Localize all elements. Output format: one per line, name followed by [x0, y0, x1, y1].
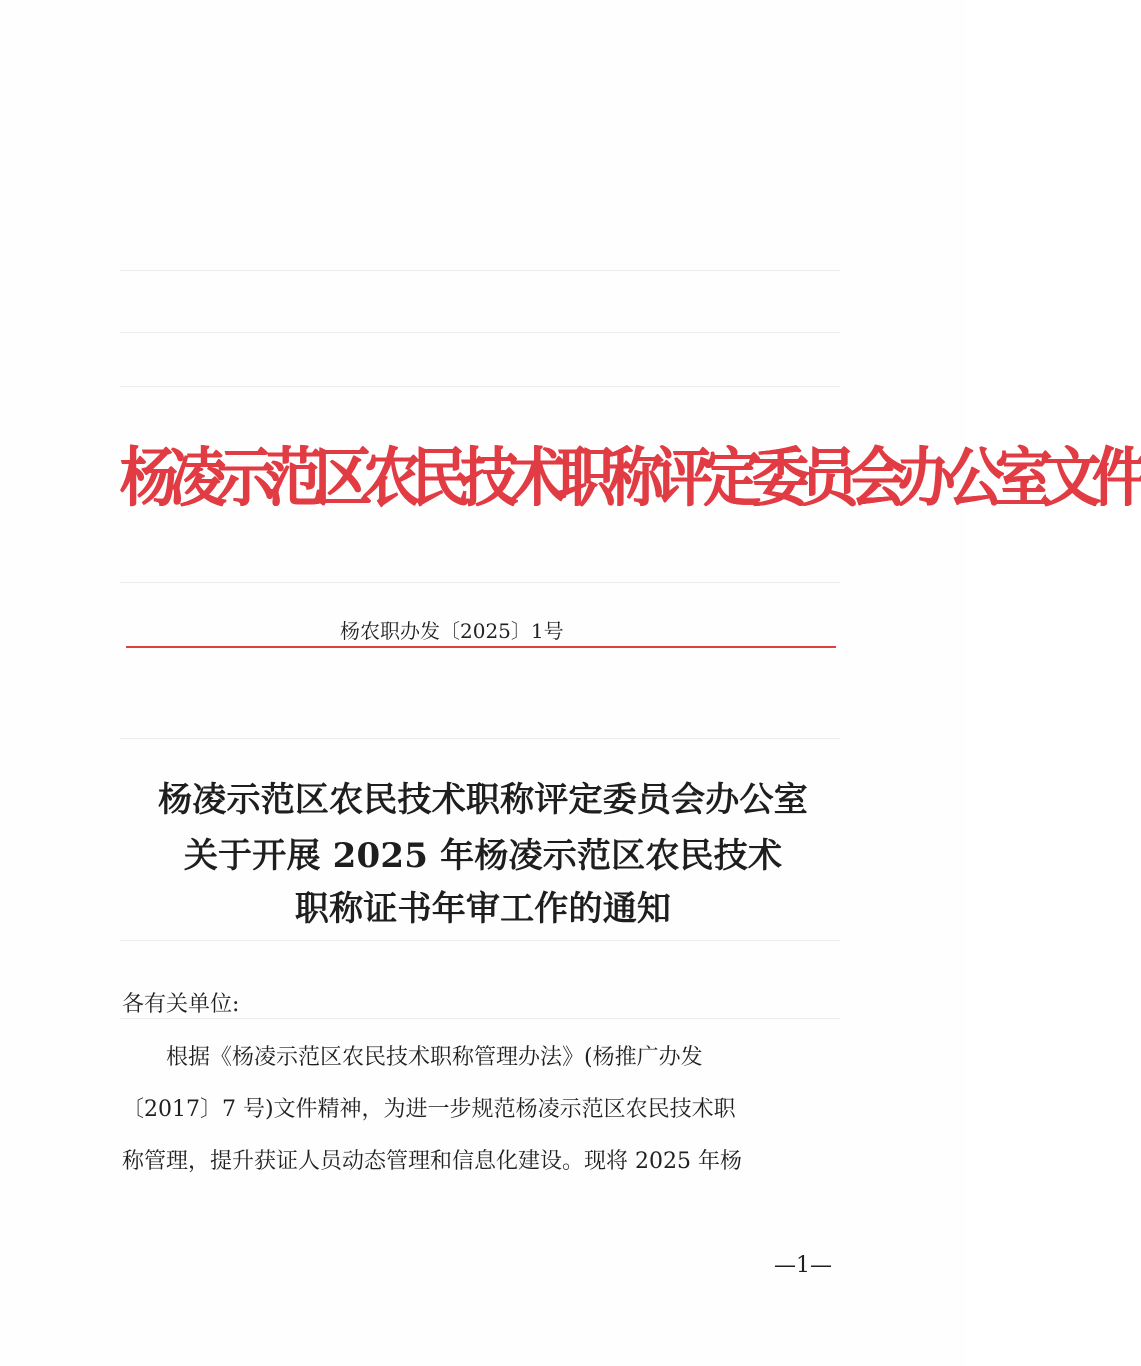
faint-show-through-line	[120, 270, 840, 271]
notice-title-line-2: 关于开展 2025 年杨凌示范区农民技术	[183, 836, 783, 876]
page-number: —1—	[774, 1253, 832, 1278]
paragraph-line-3: 称管理，提升获证人员动态管理和信息化建设。现将 2025 年杨	[122, 1149, 742, 1174]
notice-title-line-1: 杨凌示范区农民技术职称评定委员会办公室	[158, 780, 808, 820]
faint-show-through-line	[120, 582, 840, 583]
faint-show-through-line	[120, 332, 840, 333]
faint-show-through-line	[120, 386, 840, 387]
salutation: 各有关单位:	[122, 992, 240, 1017]
faint-show-through-line	[120, 940, 840, 941]
notice-title-line-3: 职称证书年审工作的通知	[294, 889, 672, 929]
faint-show-through-line	[120, 738, 840, 739]
paragraph-line-2: 〔2017〕7 号)文件精神，为进一步规范杨凌示范区农民技术职	[122, 1097, 736, 1122]
issuing-office-title: 杨凌示范区农民技术职称评定委员会办公室文件	[120, 441, 1141, 516]
document-number: 杨农职办发〔2025〕1号	[340, 619, 564, 643]
paragraph-line-1: 根据《杨凌示范区农民技术职称管理办法》(杨推广办发	[166, 1045, 703, 1070]
red-divider-line	[126, 646, 836, 648]
